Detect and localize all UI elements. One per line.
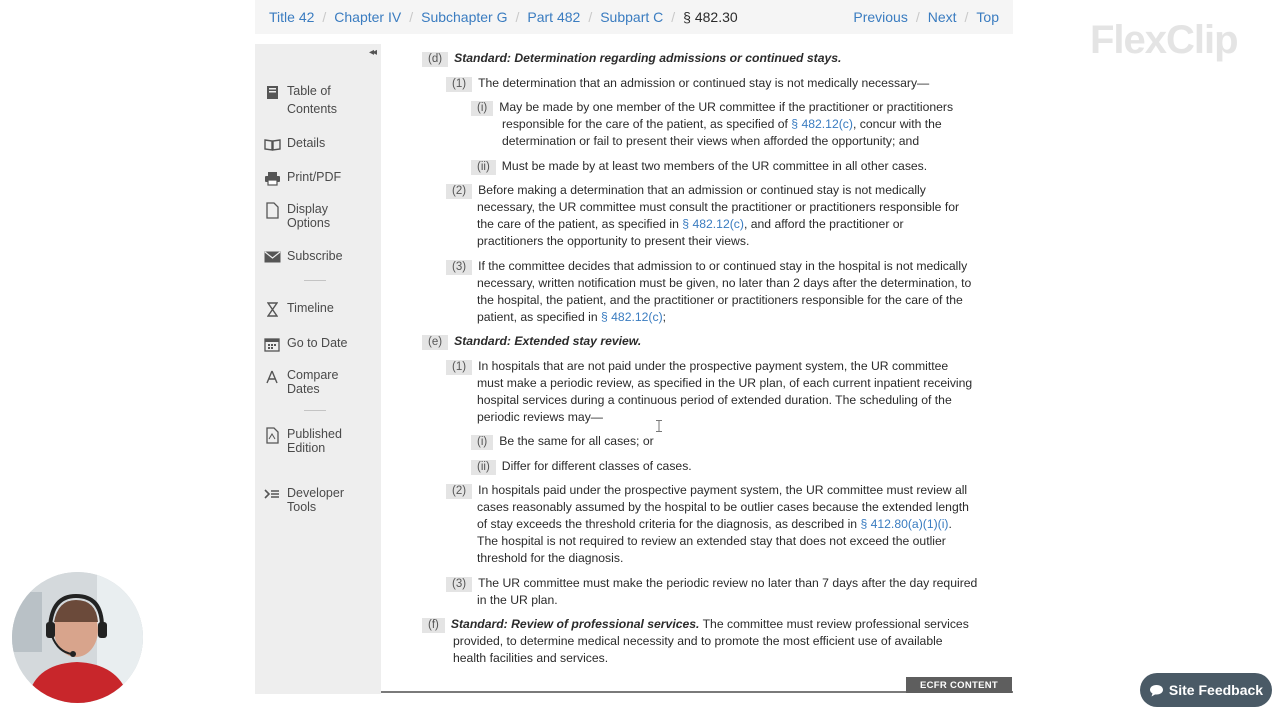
paragraph-e <box>422 333 641 350</box>
paragraph-text-line: the hospital, the patient, and the practitioner or practitioners responsible for the care of the <box>477 293 963 307</box>
text-segment: the care of the patient, as specified in <box>477 217 683 231</box>
standard-title: Standard: Review of professional services. <box>450 617 700 631</box>
speech-bubble-icon <box>1149 684 1164 697</box>
paragraph-text: The UR committee must make the periodic review no later than 7 days after the day required <box>478 576 978 590</box>
breadcrumb-chapter[interactable]: Chapter IV <box>334 9 402 25</box>
regulation-content <box>381 44 1013 692</box>
paragraph-text-line: provided, to determine medical necessity and to promote the most efficient use of available <box>453 634 943 648</box>
sidebar-item-print-pdf[interactable] <box>263 170 341 186</box>
paragraph-e-1 <box>446 358 972 426</box>
cross-reference-link[interactable]: § 482.12(c) <box>600 310 663 324</box>
flexclip-watermark: FlexClip <box>1090 18 1238 62</box>
sidebar-item-compare-dates[interactable] <box>263 368 338 396</box>
sidebar-item-timeline[interactable] <box>263 301 334 317</box>
cross-reference-link[interactable]: § 412.80(a)(1)(i) <box>860 517 949 531</box>
sidebar-label-line2: Edition <box>287 441 326 455</box>
text-segment: , concur with the <box>852 117 942 131</box>
paragraph-text-line: cases reasonably assumed by the hospital to be outlier cases because the extended length <box>477 500 969 514</box>
breadcrumb-title[interactable]: Title 42 <box>269 9 315 25</box>
paragraph-label: (i) <box>471 101 493 116</box>
paragraph-text-line: practitioners the opportunity to present their views. <box>477 234 750 248</box>
printer-icon <box>263 170 281 186</box>
sidebar-label-line1: Published <box>287 427 342 441</box>
paragraph-text-line <box>471 116 953 133</box>
breadcrumb-subchapter[interactable]: Subchapter G <box>421 9 508 25</box>
previous-link[interactable]: Previous <box>853 9 908 25</box>
paragraph-label: (f) <box>422 618 445 633</box>
sidebar-item-details[interactable] <box>263 136 325 152</box>
hourglass-icon <box>263 301 281 317</box>
paragraph-text: Differ for different classes of cases. <box>501 459 692 473</box>
paragraph-text: May be made by one member of the UR committee if the practitioner or practitioners <box>499 100 954 114</box>
paragraph-text-line <box>446 309 971 326</box>
paragraph-e-3 <box>446 575 977 609</box>
sidebar-item-label: Details <box>287 136 326 150</box>
text-cursor-icon <box>656 420 662 432</box>
paragraph-d-2 <box>446 182 959 250</box>
sidebar-item-table-of-contents[interactable] <box>263 84 337 116</box>
collapse-sidebar-icon[interactable]: ◂◂ <box>368 47 375 58</box>
paragraph-text-line: necessary, the UR committee must consult the practitioner or practitioners responsible for <box>477 200 960 214</box>
paragraph-label: (3) <box>446 577 472 592</box>
paragraph-text: The committee must review professional services <box>699 617 969 631</box>
sidebar-item-label <box>287 202 330 230</box>
paragraph-d-1 <box>446 75 929 92</box>
paragraph-text-line <box>446 516 969 533</box>
text-segment: of stay exceeds the threshold criteria for the diagnosis, as described in <box>477 517 861 531</box>
paragraph-d-3 <box>446 258 971 326</box>
sidebar-label-line2: Contents <box>287 102 338 116</box>
nav-separator: / <box>915 9 920 25</box>
paragraph-text: In hospitals paid under the prospective payment system, the UR committee must review all <box>478 483 968 497</box>
paragraph-label: (2) <box>446 184 472 199</box>
open-book-icon <box>263 136 281 152</box>
sidebar-item-label: Subscribe <box>287 249 343 263</box>
paragraph-text-line: necessary, written notification must be given, no later than 2 days after the determination, to <box>477 276 972 290</box>
sidebar-label-line1: Table of <box>287 84 331 98</box>
sidebar-label-line2: Tools <box>287 500 317 514</box>
sidebar-item-go-to-date[interactable] <box>263 336 347 352</box>
envelope-icon <box>263 249 281 265</box>
paragraph-f <box>422 616 969 667</box>
paragraph-label: (3) <box>446 260 472 275</box>
paragraph-label: (1) <box>446 77 472 92</box>
paragraph-text-line: The hospital is not required to review an extended stay that does not exceed the outlier <box>477 534 946 548</box>
nav-separator: / <box>964 9 969 25</box>
sidebar <box>255 44 381 694</box>
sidebar-label-line1: Developer <box>287 486 344 500</box>
paragraph-label: (1) <box>446 360 472 375</box>
sidebar-item-label <box>287 368 338 396</box>
top-link[interactable]: Top <box>976 9 999 25</box>
paragraph-d-1-ii <box>471 158 927 175</box>
sidebar-item-developer-tools[interactable] <box>263 486 344 514</box>
breadcrumb-subpart[interactable]: Subpart C <box>600 9 664 25</box>
paragraph-text: Must be made by at least two members of the UR committee in all other cases. <box>501 159 928 173</box>
paragraph-text-line: determination or fail to present their views when afforded the opportunity; and <box>502 134 920 148</box>
paragraph-label: (i) <box>471 435 493 450</box>
paragraph-e-1-ii <box>471 458 692 475</box>
sidebar-label-line1: Compare <box>287 368 339 382</box>
paragraph-text: If the committee decides that admission to or continued stay in the hospital is not medically <box>478 259 968 273</box>
sidebar-item-label: Go to Date <box>287 336 348 350</box>
compare-icon <box>263 368 281 384</box>
site-feedback-label: Site Feedback <box>1168 682 1264 698</box>
document-icon <box>263 202 281 218</box>
cross-reference-link[interactable]: § 482.12(c) <box>682 217 744 231</box>
paragraph-text: Be the same for all cases; or <box>499 434 654 448</box>
paragraph-text-line: must make a periodic review, as specified in the UR plan, of each current inpatient receiving <box>477 376 973 390</box>
paragraph-label: (d) <box>422 52 448 67</box>
pdf-file-icon <box>263 427 281 443</box>
paragraph-e-1-i <box>471 433 654 450</box>
book-icon <box>263 84 281 100</box>
sidebar-label-line2: Dates <box>287 382 320 396</box>
paragraph-text-line: threshold for the diagnosis. <box>477 551 624 565</box>
section-nav <box>853 9 1013 25</box>
paragraph-text-line: health facilities and services. <box>453 651 609 665</box>
sidebar-item-label: Timeline <box>287 301 334 315</box>
breadcrumb-separator: / <box>671 9 676 25</box>
breadcrumb-current-section: § 482.30 <box>683 9 738 25</box>
sidebar-label-line1: Display <box>287 202 328 216</box>
sidebar-item-subscribe[interactable] <box>263 249 343 265</box>
paragraph-d <box>422 50 841 67</box>
breadcrumb-separator: / <box>588 9 593 25</box>
breadcrumb-separator: / <box>409 9 414 25</box>
paragraph-text-line: periodic reviews may— <box>477 410 603 424</box>
breadcrumb-bar <box>255 0 1013 34</box>
paragraph-d-1-i <box>471 99 953 150</box>
sidebar-label-line2: Options <box>287 216 331 230</box>
text-segment: responsible for the care of the patient, as specified of <box>502 117 792 131</box>
sidebar-item-label <box>287 84 337 116</box>
breadcrumb <box>255 9 853 25</box>
breadcrumb-part[interactable]: Part 482 <box>527 9 581 25</box>
breadcrumb-separator: / <box>515 9 520 25</box>
text-segment: , and afford the practitioner or <box>743 217 904 231</box>
paragraph-text-line <box>446 216 959 233</box>
text-segment: ; <box>662 310 667 324</box>
sidebar-item-label <box>287 486 344 514</box>
sidebar-item-display-options[interactable] <box>263 202 330 230</box>
paragraph-label: (2) <box>446 484 472 499</box>
standard-title: Standard: Determination regarding admissions or continued stays. <box>454 51 842 65</box>
paragraph-label: (e) <box>422 335 448 350</box>
sidebar-divider <box>304 280 326 281</box>
sidebar-item-label: Print/PDF <box>287 170 342 184</box>
paragraph-e-2 <box>446 482 969 567</box>
breadcrumb-separator: / <box>322 9 327 25</box>
paragraph-text-line: hospital services during a continuous period of extended duration. The scheduling of the <box>477 393 952 407</box>
paragraph-label: (ii) <box>471 160 496 175</box>
terminal-icon <box>263 486 281 502</box>
paragraph-text: In hospitals that are not paid under the prospective payment system, the UR committee <box>478 359 949 373</box>
calendar-icon <box>263 336 281 352</box>
sidebar-divider <box>304 410 326 411</box>
paragraph-label: (ii) <box>471 460 496 475</box>
text-segment: patient, as specified in <box>477 310 601 324</box>
text-segment: . <box>948 517 952 531</box>
paragraph-text: The determination that an admission or continued stay is not medically necessary— <box>478 76 930 90</box>
webcam-overlay <box>12 572 143 703</box>
next-link[interactable]: Next <box>927 9 957 25</box>
sidebar-item-published-edition[interactable] <box>263 427 342 455</box>
presenter-avatar-icon <box>12 572 143 703</box>
paragraph-text-line: in the UR plan. <box>477 593 558 607</box>
cross-reference-link[interactable]: § 482.12(c) <box>791 117 853 131</box>
sidebar-item-label <box>287 427 342 455</box>
paragraph-text: Before making a determination that an admission or continued stay is not medically <box>478 183 926 197</box>
standard-title: Standard: Extended stay review. <box>454 334 642 348</box>
ecfr-content-tag: ECFR CONTENT <box>906 677 1012 693</box>
site-feedback-button[interactable] <box>1140 673 1272 707</box>
